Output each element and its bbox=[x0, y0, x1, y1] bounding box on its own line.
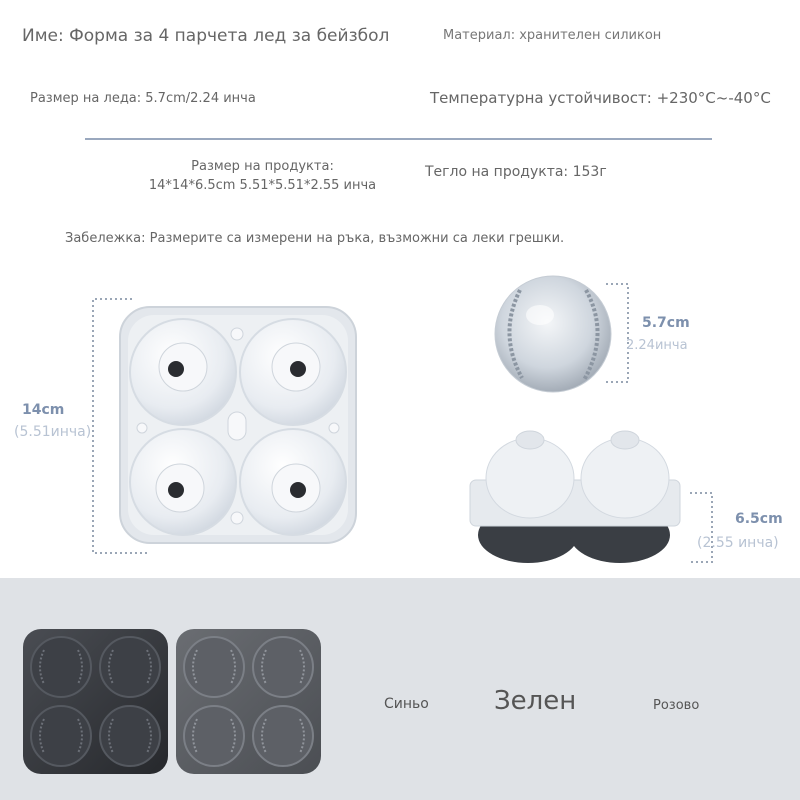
color-option-green[interactable]: Зелен bbox=[494, 686, 577, 716]
mold-top-view bbox=[120, 307, 356, 543]
mold-cavity bbox=[240, 429, 346, 535]
mold-black-thumbnail bbox=[23, 629, 168, 774]
ball-cm-label: 5.7cm bbox=[642, 315, 690, 331]
width-inch-label: (5.51инча) bbox=[14, 424, 92, 440]
temperature-spec: Температурна устойчивост: +230°C~-40°C bbox=[430, 89, 771, 107]
measurement-note: Забележка: Размерите са измерени на ръка, възможни са леки грешки. bbox=[65, 231, 565, 246]
ice-size-spec: Размер на леда: 5.7cm/2.24 инча bbox=[30, 91, 256, 106]
material-spec: Материал: хранителен силикон bbox=[443, 28, 662, 43]
product-size-value: 14*14*6.5cm 5.51*5.51*2.55 инча bbox=[148, 178, 377, 193]
mold-grey-thumbnail bbox=[176, 629, 321, 774]
ice-ball bbox=[495, 276, 611, 392]
weight-spec: Тегло на продукта: 153г bbox=[425, 164, 607, 180]
color-option-pink[interactable]: Розово bbox=[653, 698, 700, 713]
mold-side-view bbox=[470, 431, 680, 563]
width-cm-label: 14cm bbox=[22, 402, 65, 418]
product-name: Име: Форма за 4 парчета лед за бейзбол bbox=[22, 26, 390, 46]
mold-cavity bbox=[240, 319, 346, 425]
height-cm-label: 6.5cm bbox=[735, 511, 783, 527]
height-dimension-line bbox=[690, 493, 712, 562]
mold-cavity bbox=[130, 429, 236, 535]
product-size-label: Размер на продукта: bbox=[191, 159, 334, 174]
mold-cavity bbox=[130, 319, 236, 425]
height-inch-label: (2.55 инча) bbox=[697, 535, 779, 551]
ball-inch-label: 2.24инча bbox=[626, 338, 688, 353]
color-option-blue[interactable]: Синьо bbox=[384, 696, 429, 712]
